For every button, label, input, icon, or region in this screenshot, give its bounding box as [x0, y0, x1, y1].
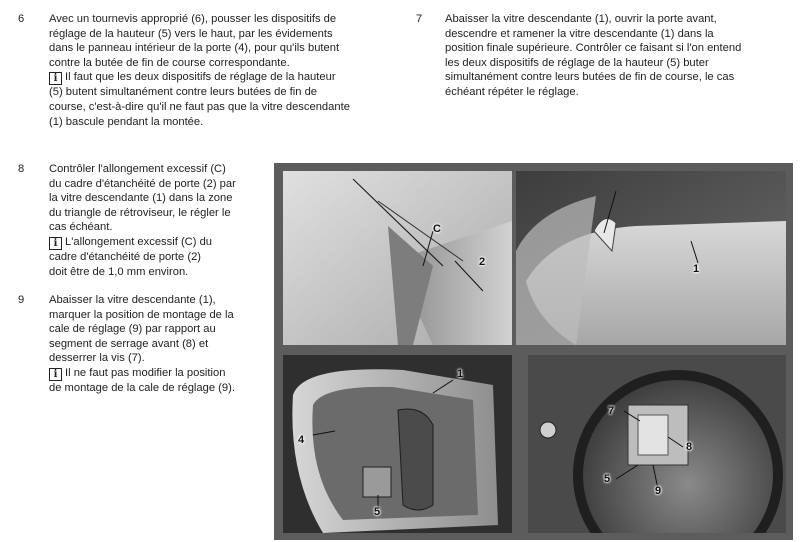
- info-icon: i: [49, 368, 62, 381]
- text-line: cas échéant.: [49, 221, 113, 234]
- callout-7: 7: [608, 405, 615, 417]
- text-line: du triangle de rétroviseur, le régler le: [49, 206, 231, 219]
- text-line: doit être de 1,0 mm environ.: [49, 265, 189, 278]
- photo-glass-illustration: [516, 171, 786, 345]
- text-line: Avec un tournevis approprié (6), pousser les dispositifs de: [49, 13, 337, 25]
- step-number: 6: [18, 13, 25, 25]
- text-line: L'allongement excessif (C) du: [65, 235, 213, 248]
- info-note: [49, 235, 264, 250]
- photo-door-illustration: [283, 355, 512, 533]
- text-line: contre la butée de fin de course correspondante.: [49, 56, 290, 69]
- text-line: Abaisser la vitre descendante (1), ouvrir la porte avant,: [445, 13, 717, 25]
- callout-1: 1: [693, 263, 700, 275]
- text-line: (1) bascule pendant la montée.: [49, 115, 204, 128]
- callout-c: C: [433, 223, 441, 235]
- text-line: les deux dispositifs de réglage de la hauteur (5) buter: [445, 56, 709, 69]
- callout-2: 2: [479, 256, 486, 268]
- info-note: [49, 70, 389, 85]
- photo-adjusting-wedge: [528, 355, 786, 533]
- info-icon: i: [49, 237, 62, 250]
- callout-8: 8: [686, 441, 693, 453]
- text-line: Il faut que les deux dispositifs de réglage de la hauteur: [65, 71, 336, 84]
- callout-5: 5: [374, 506, 381, 518]
- text-line: de montage de la cale de réglage (9).: [49, 381, 235, 394]
- photo-window-glass: [516, 171, 786, 345]
- callout-5: 5: [604, 473, 611, 485]
- text-line: (5) butent simultanément contre leurs butées de fin de: [49, 86, 318, 99]
- info-icon: i: [49, 72, 62, 85]
- info-note: [49, 366, 264, 381]
- step-text: [49, 293, 264, 396]
- step-number: 9: [18, 294, 25, 306]
- callout-1: 1: [457, 368, 464, 380]
- text-line: descendre et ramener la vitre descendante (1) dans la: [445, 27, 714, 40]
- text-line: marquer la position de montage de la: [49, 308, 234, 321]
- text-line: course, c'est-à-dire qu'il ne faut pas que la vitre descendante: [49, 100, 350, 113]
- text-line: réglage de la hauteur (5) vers le haut, par les évidements: [49, 27, 333, 40]
- text-line: simultanément contre leurs butées de fin de course, le cas: [445, 71, 735, 84]
- text-line: dans le panneau intérieur de la porte (4), pour qu'ils butent: [49, 42, 340, 55]
- callout-9: 9: [655, 485, 662, 497]
- text-line: échéant répéter le réglage.: [445, 85, 579, 98]
- text-line: du cadre d'étanchéité de porte (2) par: [49, 177, 236, 190]
- text-line: Abaisser la vitre descendante (1),: [49, 294, 216, 306]
- text-line: position finale supérieure. Contrôler ce faisant si l'on entend: [445, 42, 742, 55]
- photo-door-panel: [283, 355, 512, 533]
- text-line: desserrer la vis (7).: [49, 352, 145, 365]
- step-text: [49, 162, 264, 279]
- text-line: la vitre descendante (1) dans la zone: [49, 192, 233, 205]
- callout-4: 4: [298, 434, 305, 446]
- step-text: [445, 12, 785, 100]
- text-line: segment de serrage avant (8) et: [49, 337, 209, 350]
- text-line: cadre d'étanchéité de porte (2): [49, 250, 202, 263]
- text-line: Il ne faut pas modifier la position: [65, 366, 226, 379]
- text-line: Contrôler l'allongement excessif (C): [49, 163, 226, 175]
- photo-seal-illustration: [283, 171, 512, 345]
- photo-seal-extension: [283, 171, 512, 345]
- photo-wedge-illustration: [528, 355, 786, 533]
- step-text: [49, 12, 389, 129]
- text-line: cale de réglage (9) par rapport au: [49, 323, 216, 336]
- step-number: 8: [18, 163, 25, 175]
- step-number: 7: [416, 13, 423, 25]
